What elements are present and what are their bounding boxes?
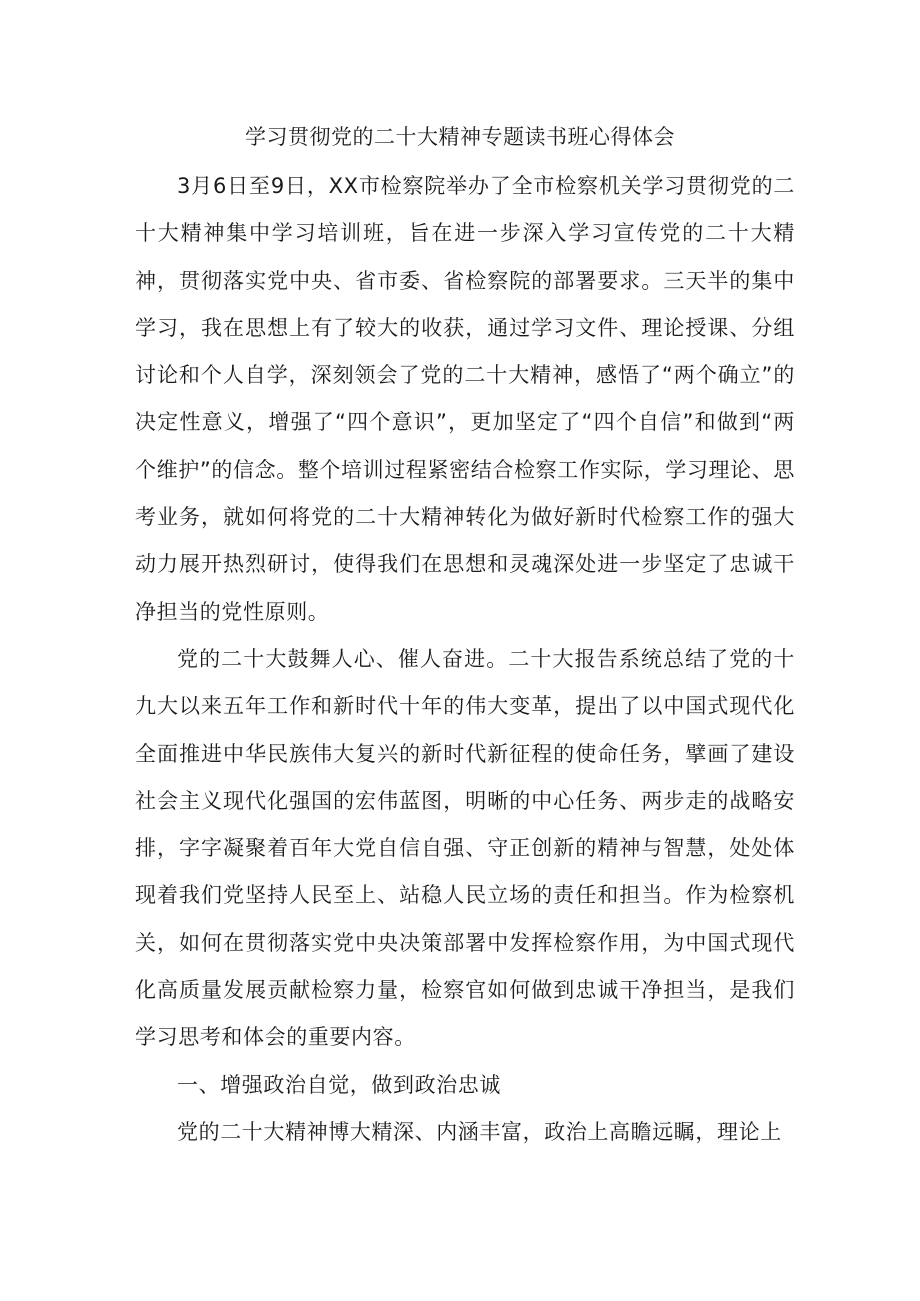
document-body [135,163,795,1156]
section-paragraph: 党的二十大精神博大精深、内涵丰富，政治上高瞻远瞩，理论上 [177,1119,782,1144]
section-heading: 一、增强政治自觉，做到政治忠诚 [177,1072,501,1097]
paragraph-1: 3月6日至9日，XX市检察院举办了全市检察机关学习贯彻党的二十大精神集中学习培训班，旨在进一步深入学习宣传党的二十大精神，贯彻落实党中央、省市委、省检察院的部署要求。三天半的集中学习，我在思想上有了较大的收获，通过学习文件、理论授课、分组讨论和个人自学，深刻领会了党的二十大精神，感悟了“两个确立”的决定性意义，增强了“四个意识”，更加坚定了“四个自信”和做到“两个维护”的信念。整个培训过程紧密结合检察工作实际，学习理论、思考业务，就如何将党的二十大精神转化为做好新时代检察工作的强大动力展开热烈研讨，使得我们在思想和灵魂深处进一步坚定了忠诚干净担当的党性原则。 [135,174,795,624]
paragraph-2: 党的二十大鼓舞人心、催人奋进。二十大报告系统总结了党的十九大以来五年工作和新时代十年的伟大变革，提出了以中国式现代化全面推进中华民族伟大复兴的新时代新征程的使命任务，擘画了建设社会主义现代化强国的宏伟蓝图，明晰的中心任务、两步走的战略安排，字字凝聚着百年大党自信自强、守正创新的精神与智慧，处处体现着我们党坚持人民至上、站稳人民立场的责任和担当。作为检察机关，如何在贯彻落实党中央决策部署中发挥检察作用，为中国式现代化高质量发展贡献检察力量，检察官如何做到忠诚干净担当，是我们学习思考和体会的重要内容。 [135,646,795,1050]
document-title: 学习贯彻党的二十大精神专题读书班心得体会 [245,125,675,149]
